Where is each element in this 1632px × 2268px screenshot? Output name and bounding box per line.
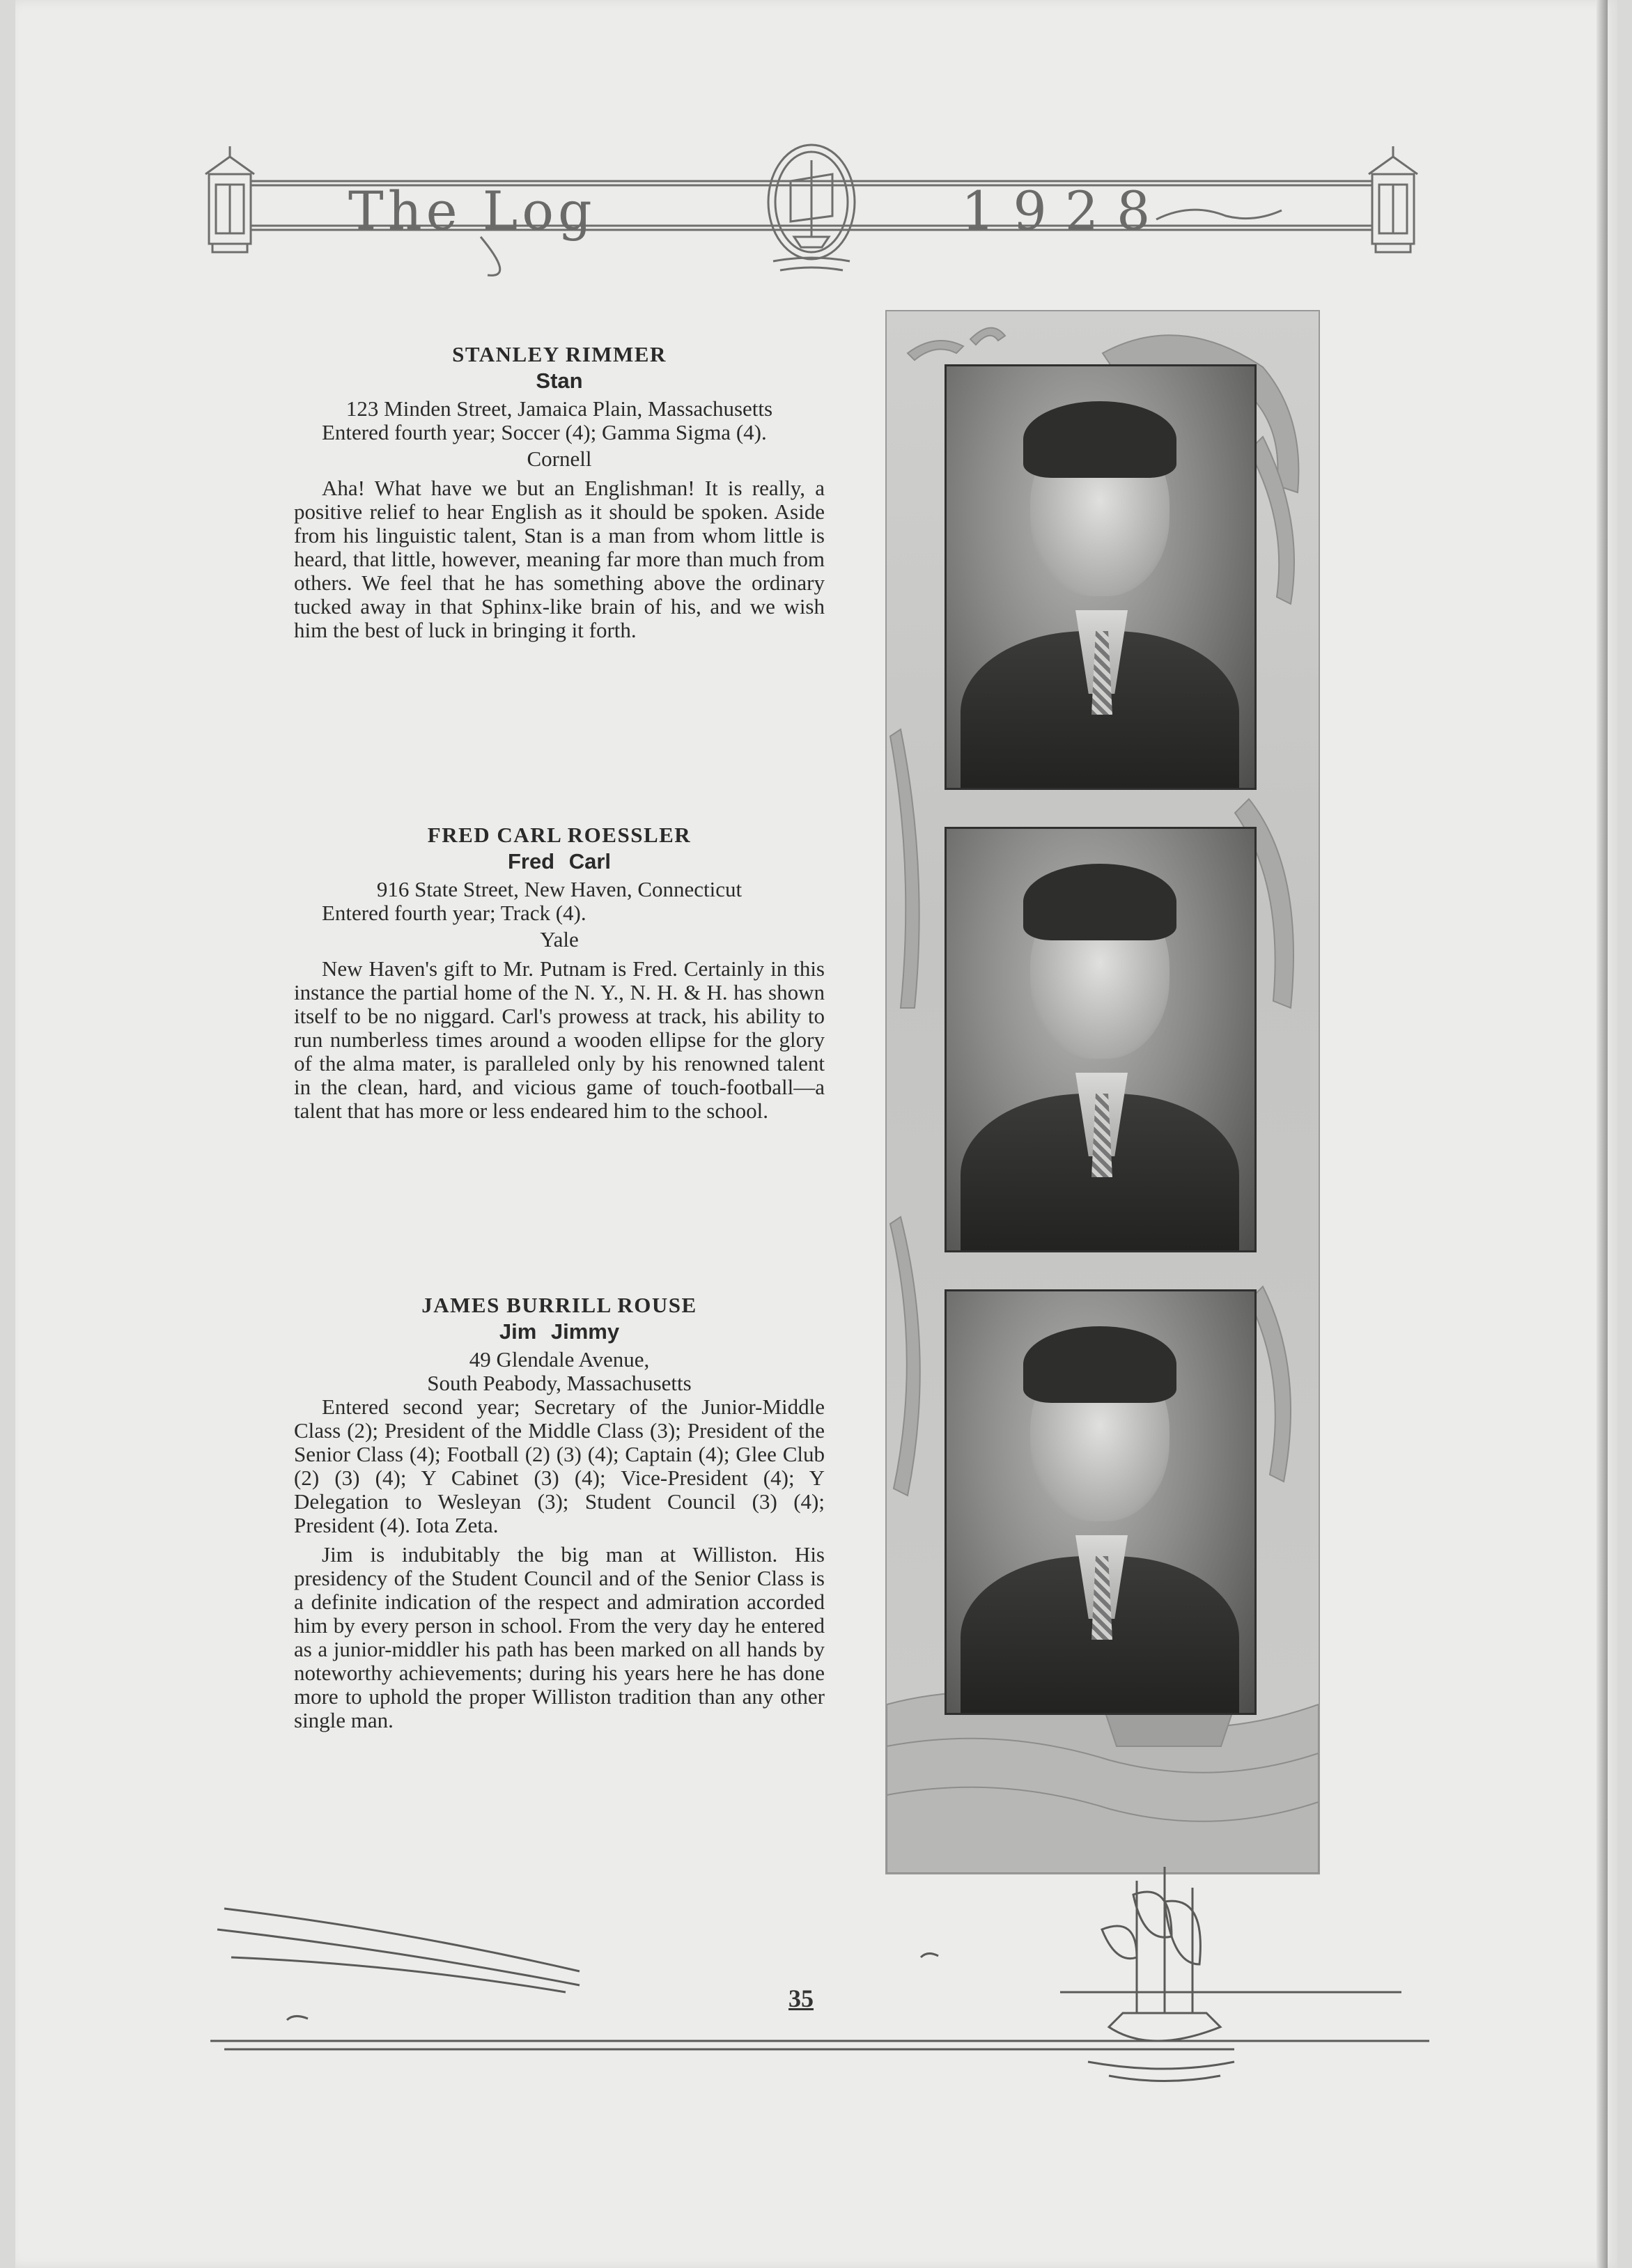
- student-record: Entered fourth year; Track (4).: [322, 901, 586, 925]
- page-edge: [1596, 0, 1608, 2268]
- student-college: Yale: [540, 927, 579, 952]
- student-portrait: [945, 1289, 1257, 1715]
- student-address: 49 Glendale Avenue,: [469, 1347, 650, 1372]
- student-bio: Aha! What have we but an Englishman! It is really, a positive relief to hear English as it should be spoken. Aside from his linguistic talent, Stan is a man from whom little is heard, that little, however, meaning far more than much from others. We feel that he has something above the ordinary tucked away in that Sphinx-like brain of his, and we wish him the best of luck in bringing it forth.: [294, 476, 825, 642]
- student-nickname: Fred Carl: [507, 849, 612, 873]
- student-record: Entered fourth year; Soccer (4); Gamma Sigma (4).: [322, 420, 767, 444]
- page-number: 35: [788, 1984, 814, 2012]
- yearbook-year: 1928: [961, 180, 1169, 242]
- footer-ornament: [189, 1853, 1429, 2090]
- student-address: South Peabody, Massachusetts: [427, 1371, 692, 1395]
- student-entry: [294, 823, 825, 1123]
- student-bio: Jim is indubitably the big man at Williston. His presidency of the Student Council and of the Senior Class is a definite indication of the respect and admiration accorded him by every person in school. From the very day he entered as a junior-middler his path has been marked on all hands by noteworthy achievements; during his years here he has done more to uphold the proper Williston tradition than any other single man.: [294, 1542, 825, 1732]
- student-name: FRED CARL ROESSLER: [427, 823, 692, 847]
- student-record: Entered second year; Secretary of the Junior-Middle Class (2); President of the Middle Class (3); President of the Senior Class (4); Football (2) (3) (4); Captain (4); Glee Club (2) (3) (4); Y Cabinet (3) (4); Vice-President (4); Y Delegation to Wesleyan (3); Student Council (3) (4); President (4). Iota Zeta.: [294, 1395, 825, 1537]
- student-address: 123 Minden Street, Jamaica Plain, Massachusetts: [345, 396, 773, 421]
- student-name: JAMES BURRILL ROUSE: [421, 1293, 697, 1317]
- student-nickname: Jim Jimmy: [499, 1319, 620, 1344]
- student-nickname: Stan: [536, 368, 583, 393]
- ship-illustration: [189, 1853, 1429, 2090]
- student-entry: [294, 343, 825, 642]
- header-banner: [188, 132, 1435, 286]
- student-bio: New Haven's gift to Mr. Putnam is Fred. Certainly in this instance the partial home of the N. Y., N. H. & H. has shown itself to be no niggard. Carl's prowess at track, his ability to run numberless times around a wooden ellipse for the glory of the alma mater, is paralleled only by his renowned talent in the clean, hard, and vicious game of touch-football—a talent that has more or less endeared him to the school.: [294, 956, 825, 1123]
- photo-panel: [885, 310, 1320, 1874]
- yearbook-page: [15, 0, 1617, 2268]
- yearbook-title: The Log: [348, 180, 596, 242]
- student-portrait: [945, 364, 1257, 790]
- student-name: STANLEY RIMMER: [452, 342, 667, 366]
- student-address: 916 State Street, New Haven, Connecticut: [376, 877, 743, 901]
- student-college: Cornell: [527, 446, 592, 471]
- student-portrait: [945, 827, 1257, 1252]
- student-entry: [294, 1294, 825, 1732]
